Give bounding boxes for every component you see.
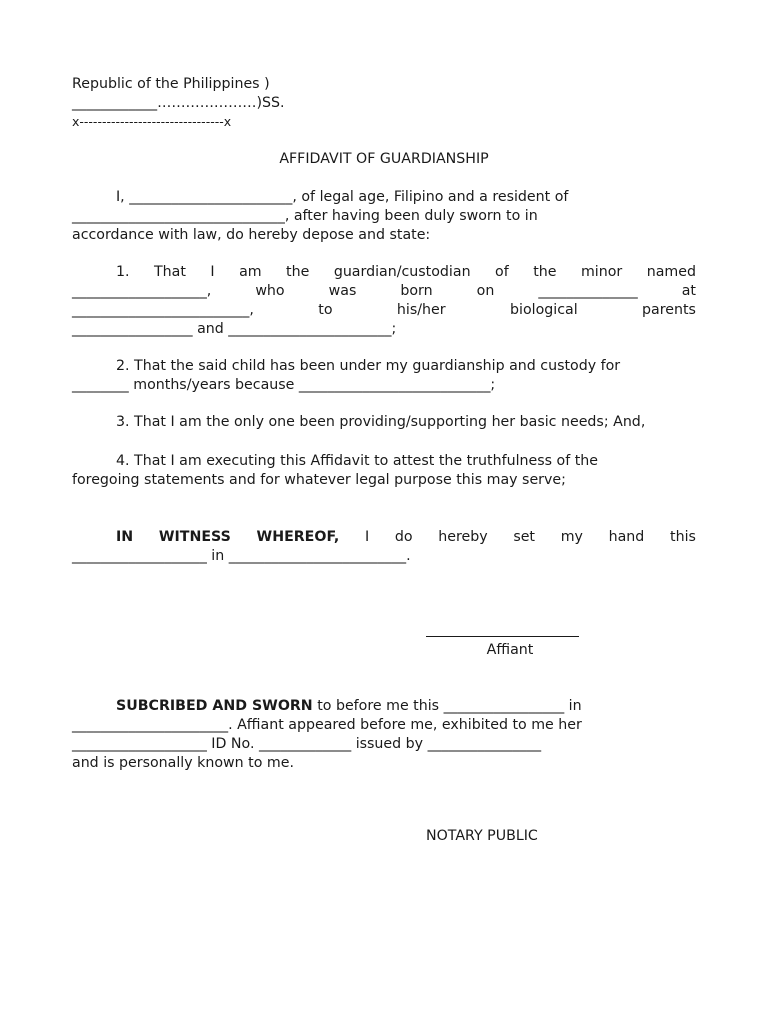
word: this [670, 529, 696, 545]
word: to [318, 302, 333, 318]
notary-public-label: NOTARY PUBLIC [426, 828, 538, 844]
word: at [681, 283, 696, 299]
item2-line-2: ________ months/years because ___________________________; [72, 377, 496, 393]
word: the [286, 264, 310, 280]
jurat-line-3: ___________________ ID No. _____________ issued by ________________ [72, 736, 542, 752]
word: my [560, 529, 583, 545]
word: guardian/custodian [333, 264, 471, 280]
jurat-line-1-rest: to before me this _________________ in [312, 698, 582, 714]
word: set [513, 529, 535, 545]
word: on [476, 283, 495, 299]
jurat-bold: SUBCRIBED AND SWORN [116, 698, 313, 714]
word: I [364, 529, 370, 545]
intro-line-1: I, _______________________, of legal age, Filipino and a resident of [116, 189, 569, 205]
word: That [154, 264, 186, 280]
word: named [646, 264, 696, 280]
word: his/her [396, 302, 446, 318]
header-ss: ____________…………………)SS. [72, 95, 285, 111]
word: 1. [116, 264, 130, 280]
word: hand [608, 529, 645, 545]
word: minor [580, 264, 623, 280]
item1-line-2 [72, 282, 696, 300]
header-republic: Republic of the Philippines ) [72, 76, 270, 92]
word: born [400, 283, 433, 299]
word: of [495, 264, 509, 280]
word: I [210, 264, 215, 280]
word: _________________________, [72, 302, 254, 318]
affiant-signature-line [426, 636, 579, 637]
word: do [394, 529, 413, 545]
word: ______________ [538, 283, 638, 299]
witness-line-2: ___________________ in _________________________. [72, 548, 411, 564]
word: the [533, 264, 557, 280]
witness-bold-word: IN [116, 529, 134, 545]
affiant-label: Affiant [486, 642, 534, 658]
jurat-line-4: and is personally known to me. [72, 755, 294, 771]
witness-line-1 [116, 528, 696, 546]
word: parents [642, 302, 696, 318]
item2-line-1: 2. That the said child has been under my guardianship and custody for [116, 358, 621, 374]
header-divider: x--------------------------------x [72, 114, 232, 129]
jurat-line-2: ______________________. Affiant appeared before me, exhibited to me her [72, 717, 582, 733]
item1-line-4: _________________ and _______________________; [72, 321, 397, 337]
item3-line-1: 3. That I am the only one been providing/supporting her basic needs; And, [116, 414, 646, 430]
item4-line-2: foregoing statements and for whatever legal purpose this may serve; [72, 472, 566, 488]
item4-line-1: 4. That I am executing this Affidavit to attest the truthfulness of the [116, 453, 599, 469]
document-title: AFFIDAVIT OF GUARDIANSHIP [279, 151, 489, 167]
word: ___________________, [72, 283, 212, 299]
intro-line-2: ______________________________, after having been duly sworn to in [72, 208, 538, 224]
word: who [255, 283, 285, 299]
witness-bold-word: WITNESS [158, 529, 231, 545]
word: biological [510, 302, 578, 318]
word: hereby [438, 529, 488, 545]
jurat-line-1 [116, 697, 582, 715]
intro-line-3: accordance with law, do hereby depose and state: [72, 227, 431, 243]
word: was [328, 283, 357, 299]
word: am [239, 264, 262, 280]
item1-line-3 [72, 301, 696, 319]
witness-bold-word: WHEREOF, [256, 529, 340, 545]
item1-line-1 [116, 263, 696, 281]
